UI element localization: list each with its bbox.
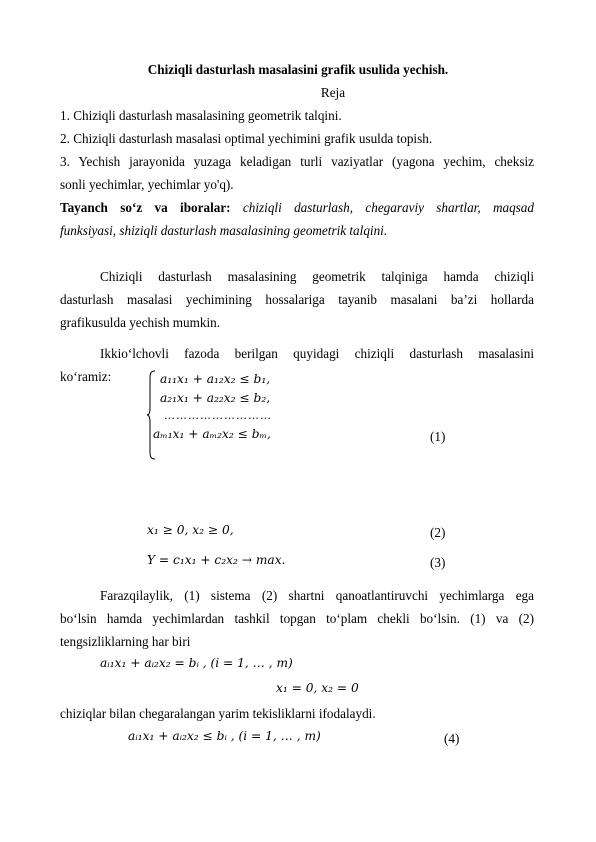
para4: chiziqlar bilan chegaralangan yarim tekisliklarni ifodalaydi. (60, 706, 376, 721)
para1-line-2: dasturlash masalasi yechimining hossalariga tayanib masalani ba’zi hollarda (60, 292, 534, 307)
equation-label-3: (3) (430, 555, 446, 570)
keywords-label: Tayanch so‘z va iboralar: (60, 200, 231, 215)
system-row-2: a₂₁x₁ + a₂₂x₂ ≤ b₂, (160, 391, 271, 405)
outline-item-3-cont: sonli yechimlar, yechimlar yo'q). (60, 177, 234, 192)
equation-axes: x₁ = 0, x₂ = 0 (276, 681, 359, 695)
para3-line-3: tengsizliklarning har biri (60, 634, 191, 649)
keywords-line-2: funksiyasi, shiziqli dasturlash masalasining geometrik talqini. (60, 223, 388, 238)
para2-line-2: ko‘ramiz: (60, 369, 112, 384)
equation-2: x₁ ≥ 0, x₂ ≥ 0, (147, 523, 234, 537)
equation-4: aᵢ₁x₁ + aᵢ₂x₂ ≤ bᵢ , (i = 1, … , m) (128, 729, 321, 743)
outline-item-3: 3. Yechish jarayonida yuzaga keladigan turli vaziyatlar (yagona yechim, cheksiz (60, 154, 534, 169)
equation-label-4: (4) (444, 731, 460, 746)
outline-item-2: 2. Chiziqli dasturlash masalasi optimal yechimini grafik usulda topish. (60, 131, 433, 146)
equation-label-1: (1) (430, 429, 446, 444)
keywords-text-1: chiziqli dasturlash, chegaraviy shartlar, maqsad (242, 200, 534, 215)
system-brace (146, 370, 156, 460)
para3-line-1: Farazqilaylik, (1) sistema (2) shartni qanoatlantiruvchi yechimlarga ega (100, 588, 534, 603)
system-row-m: aₘ₁x₁ + aₘ₂x₂ ≤ bₘ, (153, 427, 271, 441)
keywords-line-1 (60, 200, 534, 216)
equation-boundary: aᵢ₁x₁ + aᵢ₂x₂ = bᵢ , (i = 1, … , m) (100, 656, 293, 670)
outline-item-1: 1. Chiziqli dasturlash masalasining geometrik talqini. (60, 108, 342, 123)
para3-line-2: bo‘lsin hamda yechimlardan tashkil topgan to‘plam chekli bo‘lsin. (1) va (2) (60, 611, 534, 626)
page-title: Chiziqli dasturlash masalasini grafik usulida yechish. (147, 62, 449, 77)
system-row-1: a₁₁x₁ + a₁₂x₂ ≤ b₁, (160, 372, 271, 386)
para1-line-1: Chiziqli dasturlash masalasining geometrik talqiniga hamda chiziqli (100, 269, 534, 284)
equation-label-2: (2) (430, 525, 446, 540)
para2-line-1: Ikkio‘lchovli fazoda berilgan quyidagi chiziqli dasturlash masalasini (100, 346, 534, 361)
reja-heading: Reja (320, 85, 346, 100)
equation-3: Y = c₁x₁ + c₂x₂ → max. (147, 553, 286, 567)
para1-line-3: grafikusulda yechish mumkin. (60, 315, 221, 330)
system-row-dots: ……………………… (164, 409, 272, 422)
